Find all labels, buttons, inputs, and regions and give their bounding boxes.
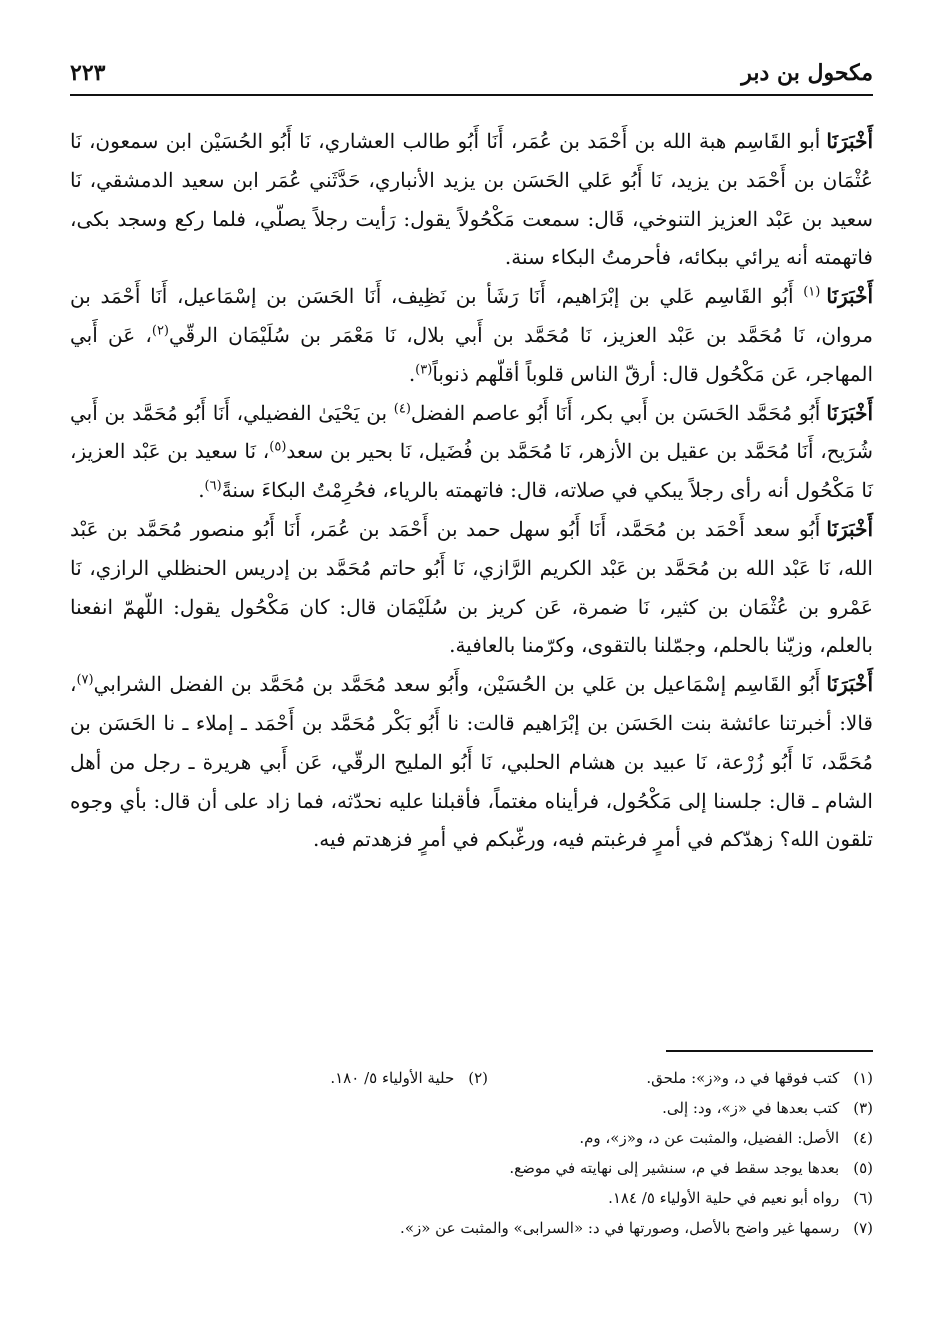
paragraph: [70, 122, 873, 277]
footnote-6: [608, 1183, 873, 1213]
footnote-text: رواه أبو نعيم في حلية الأولياء ٥/ ١٨٤.: [608, 1189, 840, 1207]
paragraph-text: أَبُو القَاسِم إسْمَاعيل بن عَلي بن الحُسَيْن، وأَبُو سعد مُحَمَّد بن مُحَمَّد بن الفضل الشرابي: [93, 672, 821, 697]
paragraph-lead-word: أَخْبَرَنَا: [826, 672, 873, 697]
footnote-number: (٣): [853, 1099, 873, 1117]
footnote-number: (١): [853, 1069, 873, 1087]
footnote-text: بعدها يوجد سقط في م، سنشير إلى نهايته في موضع.: [509, 1159, 840, 1177]
footnote-reference: (٢): [151, 323, 169, 339]
footnote-row: [70, 1153, 873, 1183]
footnote-rule: [666, 1050, 873, 1052]
footnote-reference: (٣): [415, 362, 433, 378]
header-rule: [70, 94, 873, 96]
footnote-2: [330, 1063, 488, 1093]
footnote-row: [70, 1183, 873, 1213]
paragraph-text: بن يَحْيَىٰ الفضيلي، أَنَا أَبُو مُحَمَّد بن أَبي شُرَيح، أَنَا مُحَمَّد بن عقيل بن الأزهر، نَا مُحَمَّد بن فُضَيل، نَا بحير بن سعد: [70, 400, 873, 464]
footnote-reference: (٦): [204, 478, 222, 494]
paragraph-text: ، عَن أَبي المهاجر، عَن مَكْحُول قال: أرقّ الناس قلوباً أقلّهم ذنوباً: [70, 322, 873, 386]
paragraph-text: ، قالا: أخبرتنا عائشة بنت الحَسَن بن إبْرَاهيم قالت: نا أَبُو بَكْر مُحَمَّد بن أَحْمَد ـ إملاء ـ نا الحَسَن بن مُحَمَّد، نَا أَبُو زُرْعة، نَا عبيد بن هشام الحلبي، نَا أَبُو المليح الرقّي، عَن أَبي هريرة ـ رجل من أهل الشام ـ قال: جلسنا إلى مَكْحُول، فرأيناه مغتماً، فأقبلنا عليه نحدّثه، فما زاد على أن قال: بأي وجوه تلقون الله؟ زهدّكم في أمرٍ فرغبتم فيه، ورغّبكم في أمرٍ فزهدتم فيه.: [70, 672, 873, 852]
footnote-number: (٢): [468, 1069, 488, 1087]
paragraph: [70, 510, 873, 665]
footnote-text: كتب فوقها في د، و«ز»: ملحق.: [646, 1069, 840, 1087]
footnote-row: [70, 1123, 873, 1153]
footnote-text: كتب بعدها في «ز»، ود: إلى.: [662, 1099, 840, 1117]
running-header: [70, 58, 873, 98]
paragraph: [70, 277, 873, 393]
paragraph-text: ، نَا سعيد بن عَبْد العزيز، نَا مَكْحُول أنه رأى رجلاً يبكي في صلاته، قال: فاتهمته بالرياء، فحُرِمْتُ البكاءَ سنةً: [70, 439, 873, 503]
footnote-5: [509, 1153, 873, 1183]
footnote-reference: (٧): [76, 672, 94, 688]
footnote-number: (٧): [853, 1219, 873, 1237]
footnote-number: (٥): [853, 1159, 873, 1177]
paragraph-lead-word: أَخْبَرَنَا: [826, 284, 873, 309]
footnote-text: رسمها غير واضح بالأصل، وصورتها في د: «السرابى» والمثبت عن «ز».: [400, 1219, 840, 1237]
paragraph-lead-word: أَخْبَرَنَا: [826, 400, 873, 425]
footnote-4: [579, 1123, 873, 1153]
body-text: [70, 122, 873, 859]
paragraph-text: أَبُو سعد أَحْمَد بن مُحَمَّد، أَنَا أَبُو سهل حمد بن أَحْمَد بن عُمَر، أَنَا أَبُو منصور مُحَمَّد بن عَبْد الله، نَا عَبْد الله بن مُحَمَّد بن عَبْد الكريم الرَّازي، نَا أَبُو حاتم مُحَمَّد بن إدريس الحنظلي الرازي، نَا عَمْرو بن عُثْمَان بن كثير، نَا ضمرة، عَن كريز بن سُلَيْمَان قال: كان مَكْحُول يقول: اللّهمّ انفعنا بالعلم، وزيّنا بالحلم، وجمّلنا بالتقوى، وكرّمنا بالعافية.: [70, 516, 873, 658]
paragraph-text: أبو القَاسِم هبة الله بن أَحْمَد بن عُمَر، أَنَا أَبُو طالب العشاري، نَا أَبُو الحُسَيْن ابن سمعون، نَا عُثْمَان بن أَحْمَد بن يزيد، نَا أَبُو عَلي الحَسَن بن يزيد الأنباري، حَدَّثَني عُمَر ابن سعيد الدمشقي، نَا سعيد بن عَبْد العزيز التنوخي، قَال: سمعت مَكْحُولاً يقول: رَأيت رجلاً يصلّي، فلما ركع وسجد بكى، فاتهمته أنه يرائي ببكائه، فأحرمتُ البكاء سنة.: [70, 129, 873, 270]
paragraph-lead-word: أَخْبَرَنَا: [826, 129, 873, 153]
footnote-text: حلية الأولياء ٥/ ١٨٠.: [330, 1069, 455, 1087]
footnote-row: [70, 1063, 873, 1093]
paragraph-lead-word: أَخْبَرَنَا: [826, 516, 873, 541]
footnote-3: [662, 1093, 873, 1123]
footnote-7: [400, 1213, 873, 1243]
footnote-row: [70, 1093, 873, 1123]
footnote-reference: (٤): [393, 400, 411, 416]
footnote-number: (٤): [853, 1129, 873, 1147]
paragraph: [70, 394, 873, 510]
paragraph: [70, 665, 873, 859]
page-number: ٢٢٣: [70, 60, 106, 86]
paragraph-text: أَبُو القَاسِم عَلي بن إبْرَاهيم، أَنَا رَشَأ بن نَظِيف، أَنَا الحَسَن بن إسْمَاعيل، أَنَا أَحْمَد بن مروان، نَا مُحَمَّد بن عَبْد العزيز، نَا مُحَمَّد بن أَبي بلال، نَا مَعْمَر بن سُلَيْمَان الرقّي: [70, 284, 873, 347]
footnote-1: [646, 1063, 873, 1093]
footnote-number: (٦): [853, 1189, 873, 1207]
paragraph-text: .: [198, 478, 205, 503]
paragraph-text: .: [408, 361, 416, 386]
footnote-reference: (٥): [269, 439, 287, 455]
footnotes: [70, 1063, 873, 1243]
footnote-row: [70, 1213, 873, 1243]
footnote-reference: (١): [803, 284, 821, 300]
paragraph-text: أَبُو مُحَمَّد الحَسَن بن أَبي بكر، أَنَا أَبُو عاصم الفضل: [410, 400, 821, 425]
header-title: مكحول بن دبر: [741, 60, 873, 86]
footnote-text: الأصل: الفضيل، والمثبت عن د، و«ز»، وم.: [579, 1129, 840, 1147]
